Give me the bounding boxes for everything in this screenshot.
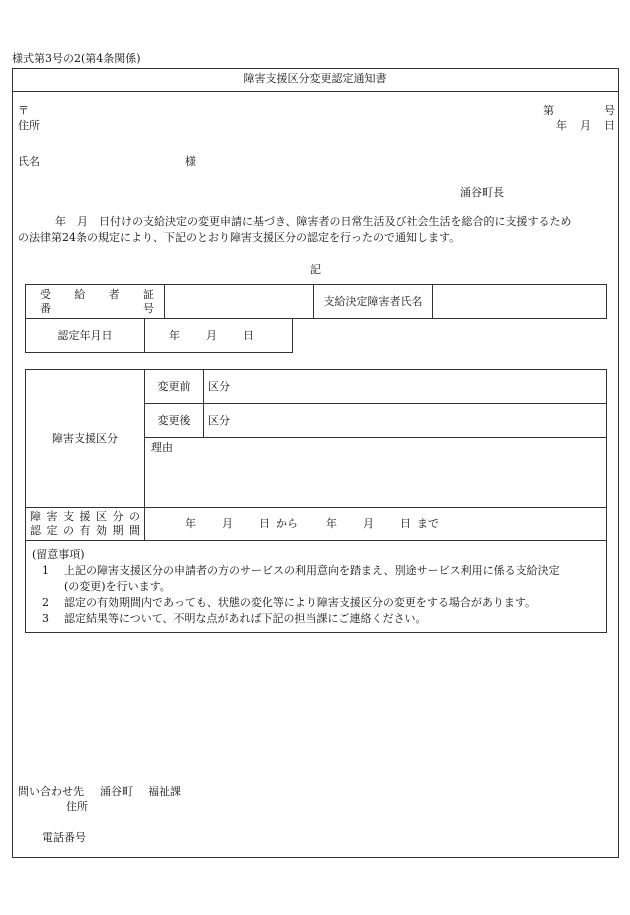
- body-line-2: の法律第24条の規定により、下記のとおり障害支援区分の認定を行ったので通知します。: [18, 231, 461, 244]
- after-label: 変更後: [145, 404, 204, 438]
- support-category-table: [25, 369, 607, 541]
- recipient-name-value[interactable]: [433, 285, 607, 319]
- validity-label: 障 害 支 援 区 分 の 認 定 の 有 効 期 間: [26, 508, 145, 541]
- after-value[interactable]: 区分: [204, 404, 607, 438]
- contact-label: 問い合わせ先: [18, 785, 84, 798]
- body-line-1: 年 月 日付けの支給決定の変更申請に基づき、障害者の日常生活及び社会生活を総合的に支援するため: [55, 215, 572, 228]
- issuer: 涌谷町長: [460, 186, 504, 199]
- notes-box: [25, 540, 607, 633]
- cert-date-value[interactable]: 年 月 日: [145, 319, 293, 353]
- contact-phone-label: 電話番号: [42, 831, 86, 844]
- note-1-num: 1: [42, 564, 49, 577]
- contact-dept: 福祉課: [148, 785, 181, 798]
- before-value[interactable]: 区分: [204, 370, 607, 404]
- note-1-cont: (の変更)を行います。: [64, 580, 171, 593]
- form-number: 様式第3号の2(第4条関係): [12, 52, 141, 65]
- title-divider: [13, 91, 618, 92]
- doc-number-go: 号: [604, 104, 615, 117]
- category-label: 障害支援区分: [26, 370, 145, 508]
- notes-heading: (留意事項): [32, 548, 85, 561]
- address-label: 住所: [18, 119, 40, 132]
- date-year: 年: [556, 119, 567, 132]
- validity-value[interactable]: 年 月 日 から 年 月 日 まで: [145, 508, 607, 541]
- honorific: 様: [185, 155, 196, 168]
- note-3-text: 認定結果等について、不明な点があれば下記の担当課にご連絡ください。: [64, 612, 427, 625]
- note-2-num: 2: [42, 596, 49, 609]
- doc-number-dai: 第: [543, 104, 554, 117]
- recipient-no-label: 受 給 者 証 番 号: [26, 285, 165, 319]
- contact-address-label: 住所: [66, 800, 88, 813]
- note-1-text: 上記の障害支援区分の申請者の方のサービスの利用意向を踏まえ、別途サービス利用に係る支給決定: [64, 564, 560, 577]
- reason-field[interactable]: 理由: [145, 438, 607, 508]
- date-day: 日: [604, 119, 615, 132]
- name-label: 氏名: [18, 155, 40, 168]
- cert-date-table: [25, 318, 293, 353]
- recipient-no-cells[interactable]: [165, 285, 314, 319]
- date-month: 月: [580, 119, 591, 132]
- ki-mark: 記: [310, 263, 321, 276]
- before-label: 変更前: [145, 370, 204, 404]
- recipient-table: [25, 284, 607, 319]
- recipient-name-label: 支給決定障害者氏名: [314, 285, 433, 319]
- note-3-num: 3: [42, 612, 49, 625]
- contact-town: 涌谷町: [100, 785, 133, 798]
- postal-mark: 〒: [18, 104, 29, 117]
- document-title: 障害支援区分変更認定通知書: [243, 72, 387, 85]
- note-2-text: 認定の有効期間内であっても、状態の変化等により障害支援区分の変更をする場合があります。: [64, 596, 537, 609]
- cert-date-label: 認定年月日: [26, 319, 145, 353]
